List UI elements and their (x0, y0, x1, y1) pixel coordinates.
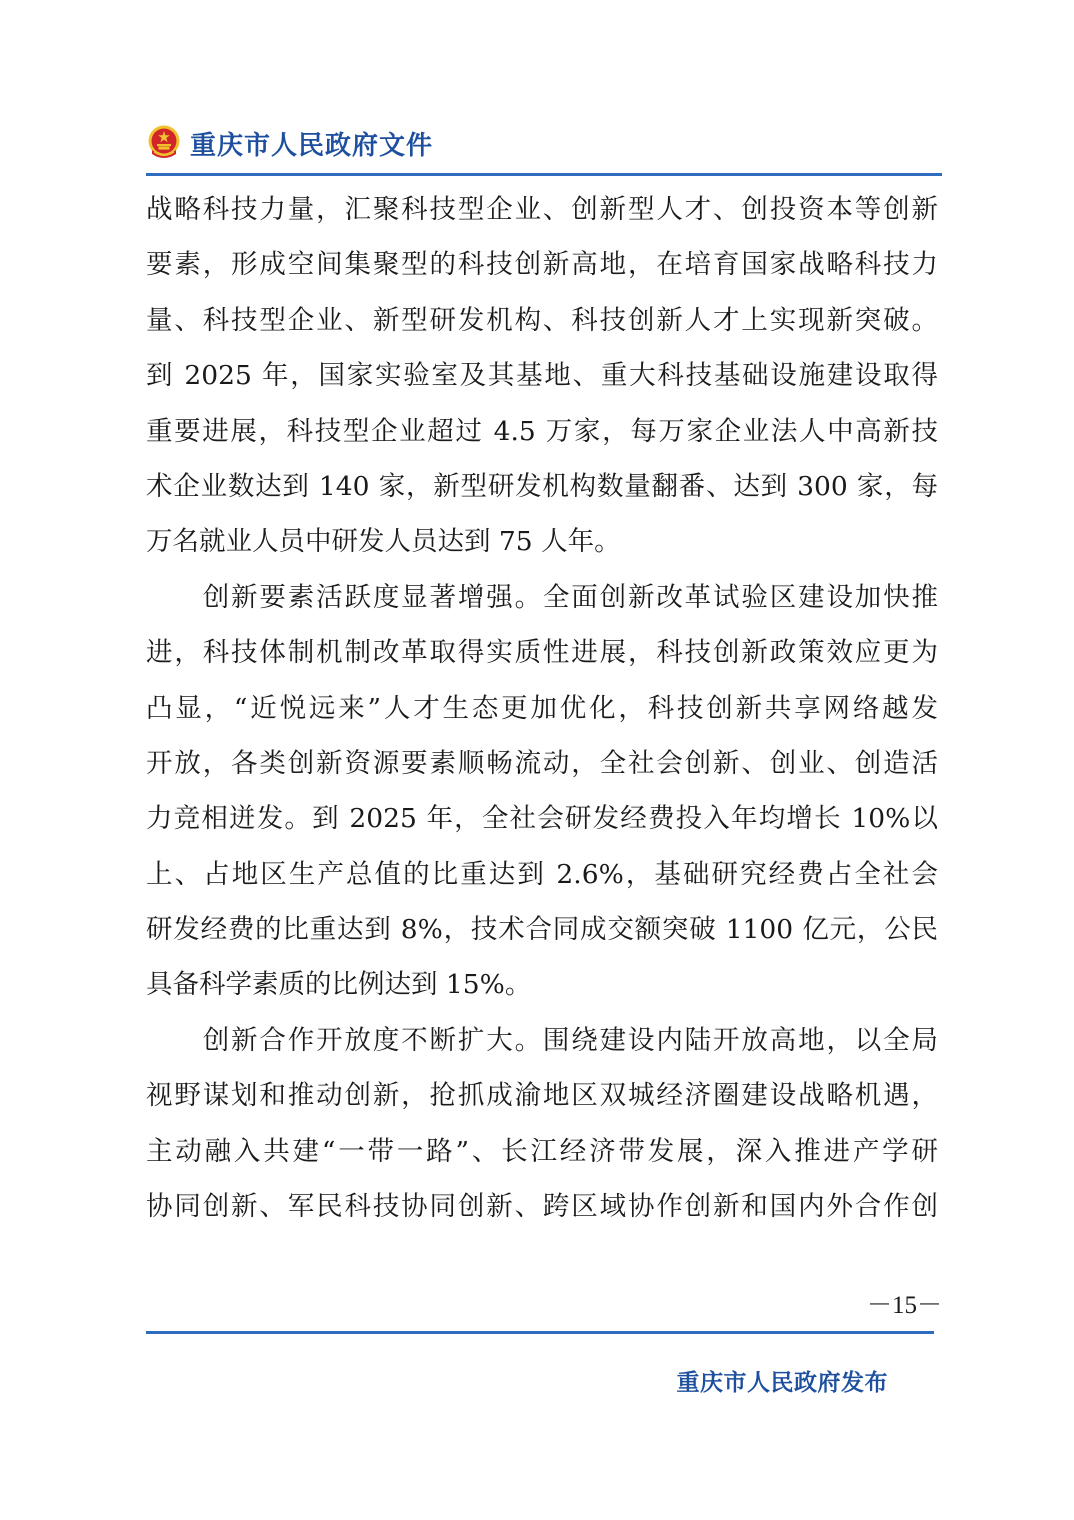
text-line: 创新要素活跃度显著增强。全面创新改革试验区建设加快推 (146, 581, 938, 613)
document-header (146, 118, 433, 168)
paragraph (146, 1013, 938, 1235)
text-line: 主动融入共建“一带一路”、长江经济带发展，深入推进产学研 (146, 1135, 938, 1167)
text-line: 战略科技力量，汇聚科技型企业、创新型人才、创投资本等创新 (146, 194, 938, 225)
text-line: 力竞相迸发。到 2025 年，全社会研发经费投入年均增长 10%以 (146, 803, 938, 835)
text-line: 术企业数达到 140 家，新型研发机构数量翻番、达到 300 家，每 (146, 470, 938, 502)
header-divider (146, 173, 942, 176)
text-line: 凸显，“近悦远来”人才生态更加优化，科技创新共享网络越发 (146, 692, 938, 724)
text-line: 重要进展，科技型企业超过 4.5 万家，每万家企业法人中高新技 (146, 415, 938, 447)
text-line: 量、科技型企业、新型研发机构、科技创新人才上实现新突破。 (146, 304, 938, 336)
text-line: 开放，各类创新资源要素顺畅流动，全社会创新、创业、创造活 (146, 747, 938, 779)
text-line: 进，科技体制机制改革取得实质性进展，科技创新政策效应更为 (146, 637, 938, 669)
text-line: 创新合作开放度不断扩大。围绕建设内陆开放高地，以全局 (146, 1024, 938, 1056)
text-line: 视野谋划和推动创新，抢抓成渝地区双城经济圈建设战略机遇， (146, 1080, 938, 1112)
footer-divider (146, 1331, 934, 1334)
footer-publisher: 重庆市人民政府发布 (676, 1369, 888, 1396)
text-line: 研发经费的比重达到 8%，技术合同成交额突破 1100 亿元，公民 (146, 914, 938, 946)
text-line: 万名就业人员中研发人员达到 75 人年。 (146, 526, 621, 558)
header-title: 重庆市人民政府文件 (190, 130, 434, 161)
text-line: 要素，形成空间集聚型的科技创新高地，在培育国家战略科技力 (146, 249, 938, 281)
text-line: 上、占地区生产总值的比重达到 2.6%，基础研究经费占全社会 (146, 858, 938, 890)
text-line: 到 2025 年，国家实验室及其基地、重大科技基础设施建设取得 (146, 360, 938, 392)
paragraph (146, 182, 938, 570)
document-body (146, 182, 938, 1234)
national-emblem-icon (146, 124, 182, 162)
paragraph (146, 570, 938, 1013)
text-line: 协同创新、军民科技协同创新、跨区域协作创新和国内外合作创 (146, 1191, 938, 1223)
page-number: －15－ (866, 1292, 942, 1319)
text-line: 具备科学素质的比例达到 15%。 (146, 969, 532, 1001)
